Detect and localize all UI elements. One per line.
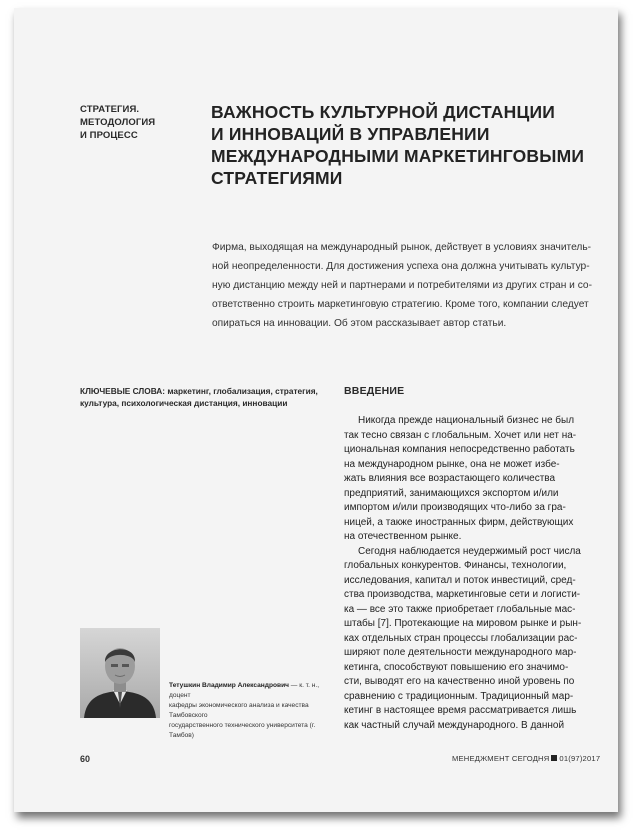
abstract-line: Фирма, выходящая на международный рынок, действует в условиях значитель- xyxy=(212,242,592,253)
author-degree: — к. т. н., доцент xyxy=(169,682,320,699)
paragraph xyxy=(344,545,600,734)
author-name: Тетушкин Владимир Александрович xyxy=(169,682,289,689)
abstract-line: опираться на инновации. Об этом рассказывает автор статьи. xyxy=(212,318,507,329)
text-line: так тесно связан с глобальным. Хочет или нет на- xyxy=(344,429,577,441)
text-line: Никогда прежде национальный бизнес не был xyxy=(358,415,575,426)
keywords xyxy=(80,385,330,409)
text-line: исследования, капитал и поток инвестиций, сред- xyxy=(344,574,576,586)
journal-issue: 01(97)2017 xyxy=(559,754,601,763)
body-text xyxy=(344,414,600,733)
text-line: Сегодня наблюдается неудержимый рост числа xyxy=(358,545,581,557)
text-line: на международном рынке, она не может избе- xyxy=(344,458,560,470)
journal-name: МЕНЕДЖМЕНТ СЕГОДНЯ xyxy=(452,754,550,763)
rubric xyxy=(80,103,200,142)
author-affiliation: кафедры экономического анализа и качества Тамбовского xyxy=(169,702,309,719)
text-line: ницей, а также иностранных фирм, действующих xyxy=(344,516,574,528)
text-line: как частный случай международного. В данной xyxy=(344,719,565,731)
text-line: циональная компания непосредственно работать xyxy=(344,444,575,455)
keywords-line: культура, психологическая дистанция, инновации xyxy=(80,398,288,408)
text-line: ка — все это также приобретает глобальные мас- xyxy=(344,603,576,615)
text-line: импортом и/или производящих что-либо за гра- xyxy=(344,502,566,513)
text-line: штабы [7]. Протекающие на мировом рынке и рын- xyxy=(344,618,582,629)
text-line: сравнению с традиционным. Традиционный мар- xyxy=(344,690,574,702)
text-line: кетинг в настоящее время рассматривается лишь xyxy=(344,705,577,716)
text-line: предприятий, занимающихся экспортом и/или xyxy=(344,487,559,499)
title-line: СТРАТЕГИЯМИ xyxy=(211,168,343,188)
author-affiliation: государственного технического университета (г. Тамбов) xyxy=(169,722,316,739)
abstract xyxy=(212,238,597,333)
text-line: ства производства, маркетинговые сети и логисти- xyxy=(344,589,581,600)
journal-page xyxy=(14,8,618,812)
text-line: жать влияния все возрастающего количества xyxy=(344,473,556,484)
rubric-line: СТРАТЕГИЯ. xyxy=(80,104,140,115)
abstract-line: ной неопределенности. Для достижения успеха она должна учитывать культур- xyxy=(212,261,590,272)
section-heading: ВВЕДЕНИЕ xyxy=(344,385,405,397)
title-line: ВАЖНОСТЬ КУЛЬТУРНОЙ ДИСТАНЦИИ xyxy=(211,102,556,122)
title-line: МЕЖДУНАРОДНЫМИ МАРКЕТИНГОВЫМИ xyxy=(211,146,585,166)
page-number: 60 xyxy=(80,754,91,764)
text-line: глобальных конкурентов. Финансы, технологии, xyxy=(344,560,567,571)
text-line: сти, выводят его на качественно иной уровень по xyxy=(344,676,575,687)
text-line: ширяют поле деятельности международного мар- xyxy=(344,647,577,658)
author-photo xyxy=(80,628,160,718)
rubric-line: И ПРОЦЕСС xyxy=(80,130,138,141)
paragraph xyxy=(344,414,600,545)
author-portrait-icon xyxy=(80,628,160,718)
article-title xyxy=(211,101,611,189)
square-separator-icon xyxy=(551,755,557,761)
keywords-line: КЛЮЧЕВЫЕ СЛОВА: маркетинг, глобализация, стратегия, xyxy=(80,386,318,396)
text-line: кетинга, способствуют повышению его значимо- xyxy=(344,661,569,673)
rubric-line: МЕТОДОЛОГИЯ xyxy=(80,117,156,128)
abstract-line: ответственно строить маркетинговую стратегию. Кроме того, компании следует xyxy=(212,299,589,310)
abstract-line: ную дистанцию между ней и партнерами и потребителями из других стран и со- xyxy=(212,280,592,291)
journal-footer xyxy=(452,754,600,763)
text-line: на отечественном рынке. xyxy=(344,531,462,542)
text-line: ках отдельных стран процессы глобализации рас- xyxy=(344,632,578,644)
title-line: И ИННОВАЦИЙ В УПРАВЛЕНИИ xyxy=(211,124,490,144)
author-info xyxy=(169,681,337,741)
